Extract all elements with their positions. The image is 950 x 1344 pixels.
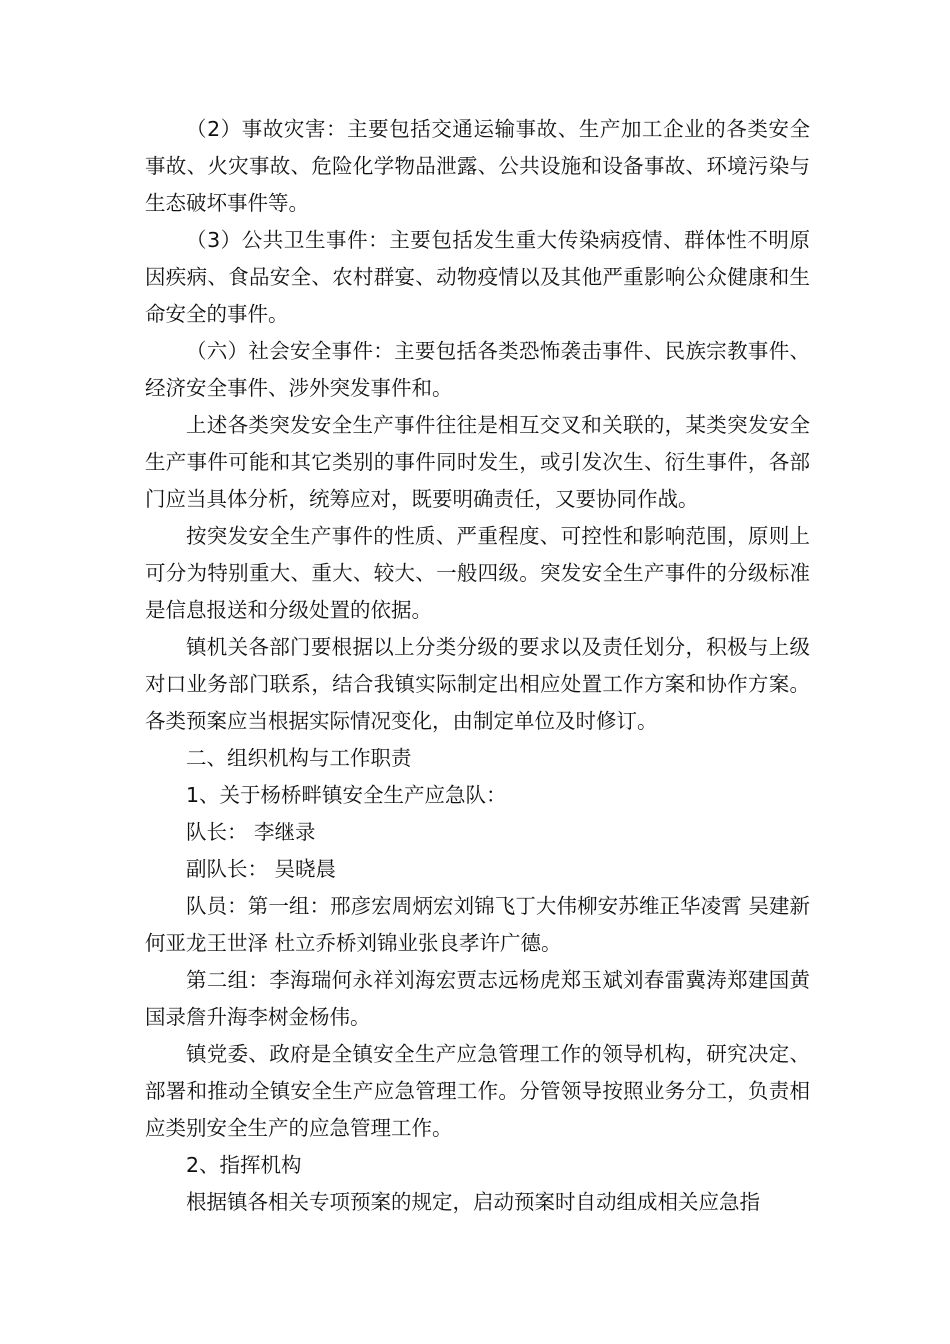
team-members-group-two: 第二组：李海瑞何永祥刘海宏贾志远杨虎郑玉斌刘春雷冀涛郑建国黄国录詹升海李树金杨伟。 — [145, 968, 810, 1029]
paragraph-event-levels: 按突发安全生产事件的性质、严重程度、可控性和影响范围，原则上可分为特别重大、重大、较大、一般四级。突发安全生产事件的分级标准是信息报送和分级处置的依据。 — [145, 524, 810, 622]
paragraph-leadership-body: 镇党委、政府是全镇安全生产应急管理工作的领导机构，研究决定、部署和推动全镇安全生产应急管理工作。分管领导按照业务分工，负责相应类别安全生产的应急管理工作。 — [145, 1042, 810, 1140]
deputy-leader-line: 副队长： 吴晓晨 — [186, 857, 337, 881]
paragraph-accident-disaster: （2）事故灾害：主要包括交通运输事故、生产加工企业的各类安全事故、火灾事故、危险化学物品泄露、公共设施和设备事故、环境污染与生态破坏事件等。 — [145, 117, 810, 215]
paragraph-social-security: （六）社会安全事件：主要包括各类恐怖袭击事件、民族宗教事件、经济安全事件、涉外突发事件和。 — [145, 339, 810, 400]
paragraph-public-health: （3）公共卫生事件：主要包括发生重大传染病疫情、群体性不明原因疾病、食品安全、农村群宴、动物疫情以及其他严重影响公众健康和生命安全的事件。 — [145, 228, 810, 326]
paragraph-department-requirements: 镇机关各部门要根据以上分类分级的要求以及责任划分，积极与上级对口业务部门联系，结合我镇实际制定出相应处置工作方案和协作方案。各类预案应当根据实际情况变化，由制定单位及时修订。 — [145, 635, 810, 733]
subheading-command-structure: 2、指挥机构 — [186, 1153, 302, 1177]
paragraph-cross-linked-events: 上述各类突发安全生产事件往往是相互交叉和关联的，某类突发安全生产事件可能和其它类别的事件同时发生，或引发次生、衍生事件，各部门应当具体分析，统筹应对，既要明确责任，又要协同作战。 — [145, 413, 810, 511]
team-members-group-one: 队员：第一组：邢彦宏周炳宏刘锦飞丁大伟柳安苏维正华凌霄 吴建新 何亚龙王世泽 杜立乔桥刘锦业张良孝许广德。 — [145, 894, 810, 955]
document-body — [145, 111, 810, 1221]
subheading-emergency-team: 1、关于杨桥畔镇安全生产应急队： — [186, 783, 507, 807]
paragraph-command-setup: 根据镇各相关专项预案的规定，启动预案时自动组成相关应急指 — [186, 1190, 760, 1214]
team-leader-line: 队长： 李继录 — [186, 820, 316, 844]
section-heading-organization: 二、组织机构与工作职责 — [186, 746, 412, 770]
